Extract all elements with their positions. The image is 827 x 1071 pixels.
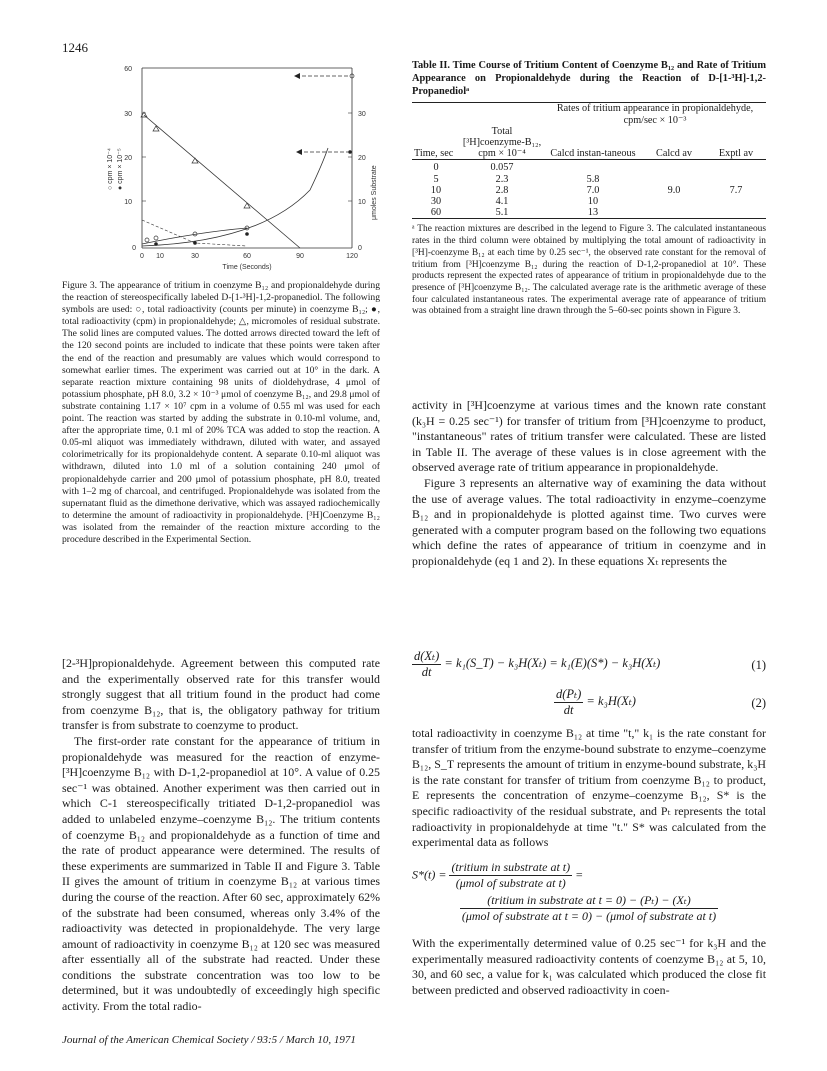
equation-1: $\frac{\text{d(Xₜ)}}{dt}$ = k₁(S_T) − k₃H(Xₜ) = k₁(E)(S*) − k₃H(Xₜ) (1) (414, 649, 766, 679)
eq2-rhs: = k₃H(Xₜ) (586, 693, 636, 708)
col-header-total: Total [³H]coenzyme-B₁₂, cpm × 10⁻⁴ (462, 125, 542, 160)
right-body-text-1 (412, 398, 766, 570)
header-group: Rates of tritium appearance in propionaldehyde, cpm/sec × 10⁻³ (556, 103, 754, 126)
x-tick-120: 120 (346, 253, 358, 260)
table-row: 10 2.8 7.0 9.0 7.7 (430, 184, 743, 196)
x-tick-60: 60 (243, 253, 251, 260)
x-tick-30: 30 (191, 253, 199, 260)
page-number: 1246 (62, 40, 88, 55)
eq2-number: (2) (751, 696, 766, 710)
col-header-inst: Calcd instan-taneous (550, 148, 636, 160)
y-tick-0: 0 (132, 245, 136, 252)
col-header-calcd-av: Calcd av (656, 148, 692, 160)
figure-3-plot (100, 60, 400, 275)
y-tick-20: 20 (124, 155, 132, 162)
propionaldehyde-curve (142, 148, 328, 246)
y2-tick-10: 10 (358, 199, 366, 206)
y-tick-10: 10 (124, 199, 132, 206)
table-row: 60 5.1 13 (430, 207, 599, 219)
table-ii (412, 60, 766, 318)
eq1-rhs: = k₁(S_T) − k₃H(Xₜ) = k₁(E)(S*) − k₃H(Xₜ) (444, 655, 661, 670)
y2-tick-0: 0 (358, 245, 362, 252)
table-row: 5 2.3 5.8 (433, 173, 600, 185)
x-tick-0: 0 (140, 253, 144, 260)
data-table (412, 103, 766, 221)
right-body-text-2: total radioactivity in coenzyme B₁₂ at time "t," k₁ is the rate constant for transfer of tritium from the enzyme-bound substrate to enzyme–coenzyme B₁₂, S_T represents the amount of tritium in enzyme-bound substrate, k₃H is the rate constant for transfer of tritium from coenzyme B₁₂ to product, E represents the concentration of enzyme–coenzyme B₁₂, S* is the specific radioactivity of the residual substrate, and Pₜ represents the total radioactivity in propionaldehyde at time "t." S* was calculated from the experimental data as follows (412, 726, 766, 850)
table-title: Table II. Time Course of Tritium Content of Coenzyme B₁₂ and Rate of Tritium Appearance on Propionaldehyde during the Reaction of D-[1-³H]-1,2-Propanediolᵃ (412, 60, 766, 97)
coenzyme-point (145, 238, 149, 242)
right-body-text-3: With the experimentally determined value of 0.25 sec⁻¹ for k₃H and the experimentally measured radioactivity contents of coenzyme B₁₂ at 5, 10, 30, and 60 sec, a value for k₁ was calculated which produced the close fit between predicted and observed radioactivity in coen- (412, 936, 766, 997)
x-axis-label: Time (Seconds) (222, 264, 272, 271)
y-tick-30: 30 (124, 111, 132, 118)
eq1-number: (1) (751, 658, 766, 672)
y-axis-label-2: ● cpm × 10⁻⁵ (117, 148, 124, 190)
journal-footer: Journal of the American Chemical Society / 93:5 / March 10, 1971 (62, 1034, 356, 1046)
x-tick-90: 90 (296, 253, 304, 260)
equation-3: S*(t) = $\frac{\text{(tritium in substrate at t)}}{\text{(μmol of substrate at t)}}$ = $\frac{\text{(tritium in substrate at t = 0) − (Pₜ) − (Xₜ)}}{\text{(μmol of substrate at t = 0) − (μmol of substrate at t)}}$ (412, 860, 717, 923)
table-row: 0 0.057 (433, 162, 514, 174)
paragraph: activity in [³H]coenzyme at various times and the known rate constant (k₃H = 0.25 sec⁻¹) for transfer of tritium from [³H]coenzyme to product, "instantaneous" rates of tritium transfer were calculated. These are listed in Table II. The average of these values is in close agreement with the observed average rate of tritium appearance in propionaldehyde. (412, 398, 766, 475)
equation-2: $\frac{\text{d(Pₜ)}}{dt}$ = k₃H(Xₜ) (2) (556, 687, 766, 717)
y-axis-label-1: ○ cpm × 10⁻⁴ (107, 148, 114, 190)
y2-tick-30: 30 (358, 111, 366, 118)
y2-tick-20: 20 (358, 155, 366, 162)
y-tick-60: 60 (124, 66, 132, 73)
figure-caption: Figure 3. The appearance of tritium in coenzyme B₁₂ and propionaldehyde during the reaction of stereospecifically labeled D-[1-³H]-1,2-propanediol. The following symbols are used: ○, total radioactivity (counts per minute) in coenzyme B₁₂; ●, total radioactivity (cpm) in propionaldehyde; △, micromoles of residual substrate. The solid lines are computed values. The dotted arrows directed toward the left of the 120 second points are included to indicate that these points were taken after the end of the reaction and presumably are values which would correspond to somewhat earlier times. The experiment was carried out at 10° in the dark. A separate reaction mixture containing 98 units of dioldehydrase, 4 μmol of potassium phosphate, pH 8.0, 3.2 × 10⁻³ μmol of coenzyme B₁₂, and 29.8 μmol of substrate containing 1.17 × 10⁷ cpm in a volume of 0.55 ml was used for each point. The reaction was started by adding the substrate in 0.10-ml volume, and, after the appropriate time, 0.1 ml of 20% TCA was added to stop the reaction. A 0.05-ml aliquot was immediately withdrawn, diluted with water, and assayed colorimetrically for its propionaldehyde content. A separate 0.10-ml aliquot was withdrawn, diluted into 1.0 ml of a solution containing 240 μmol of propionaldehyde carrier and 200 μmol of potassium phosphate, pH 8.0, treated with 1–2 mg of charcoal, and centrifuged. Propionaldehyde was isolated from the supernatant fluid as the dimethone derivative, which was assayed radiochemically to determine the amount of radioactivity in propionaldehyde. [³H]Coenzyme B₁₂ was isolated from the remainder of the reaction mixture according to the procedure described in the Experimental Section. (62, 280, 380, 545)
left-body-text (62, 656, 380, 1015)
y2-axis-label: μmoles Substrate (371, 165, 378, 220)
table-footnote: ᵃ The reaction mixtures are described in the legend to Figure 3. The calculated instantaneous rates in the third column were obtained by multiplying the total amount of radioactivity in [³H]-coenzyme B₁₂ at each time by 0.25 sec⁻¹, the observed rate constant for the removal of tritium from [³H]coenzyme B₁₂ during the reaction of D-1,2-propanediol at 10°. These products represent the expected rates of appearance of tritium in propionaldehyde due to the presence of [³H]coenzyme B₁₂. The calculated average rate is the arithmetic average of these four calculated instantaneous rates. The experimental average rate of appearance of tritium was obtained from a straight line drawn through the 5–60-sec points shown in Figure 3. (412, 224, 766, 317)
paragraph: The first-order rate constant for the appearance of tritium in propionaldehyde was measured for the reaction of enzyme-[³H]coenzyme B₁₂ with D-1,2-propanediol at 10°. A value of 0.25 sec⁻¹ was obtained. Another experiment was then carried out in which C-1 stereospecifically tritiated D-1,2-propanediol was added to unlabeled enzyme–coenzyme B₁₂. The tritium contents of coenzyme B₁₂ and propionaldehyde as a function of time and the rate of product appearance were determined. The results of these experiments are summarized in Table II and Figure 3. Table II gives the amount of tritium in coenzyme B₁₂ at various times during the course of the reaction. After 60 sec, approximately 62% of the substrate had been consumed, whereas only 3.4% of the radioactivity was detected in propionaldehyde. The very large amount of radioactivity in coenzyme B₁₂ at 120 sec was measured after essentially all of the substrate had reacted. Under these conditions the substrate concentration was too low to be determined, but it was undoubtedly of exceedingly high specific activity. From the total radio- (62, 733, 380, 1014)
col-header-exptl-av: Exptl av (718, 148, 754, 160)
table-row: 30 4.1 10 (430, 196, 599, 208)
col-header-time: Time, sec (414, 148, 454, 160)
substrate-line (144, 115, 300, 248)
paragraph: Figure 3 represents an alternative way of examining the data without the use of average values. The total radioactivity in enzyme–coenzyme B₁₂ and in propionaldehyde is plotted against time. Two curves were generated with a computer program based on the following two equations which define the rates of appearance of tritium in coenzyme and in propionaldehyde (eq 1 and 2). In these equations Xₜ represents the (412, 475, 766, 568)
propionaldehyde-point (154, 242, 158, 246)
x-tick-10: 10 (156, 253, 164, 260)
paragraph: [2-³H]propionaldehyde. Agreement between this computed rate and the experimentally observed rate for this transfer would strongly suggest that all tritium found in the product had come from coenzyme B₁₂, that is, the obligatory pathway for tritium transfer is from substrate to coenzyme to product. (62, 656, 380, 733)
